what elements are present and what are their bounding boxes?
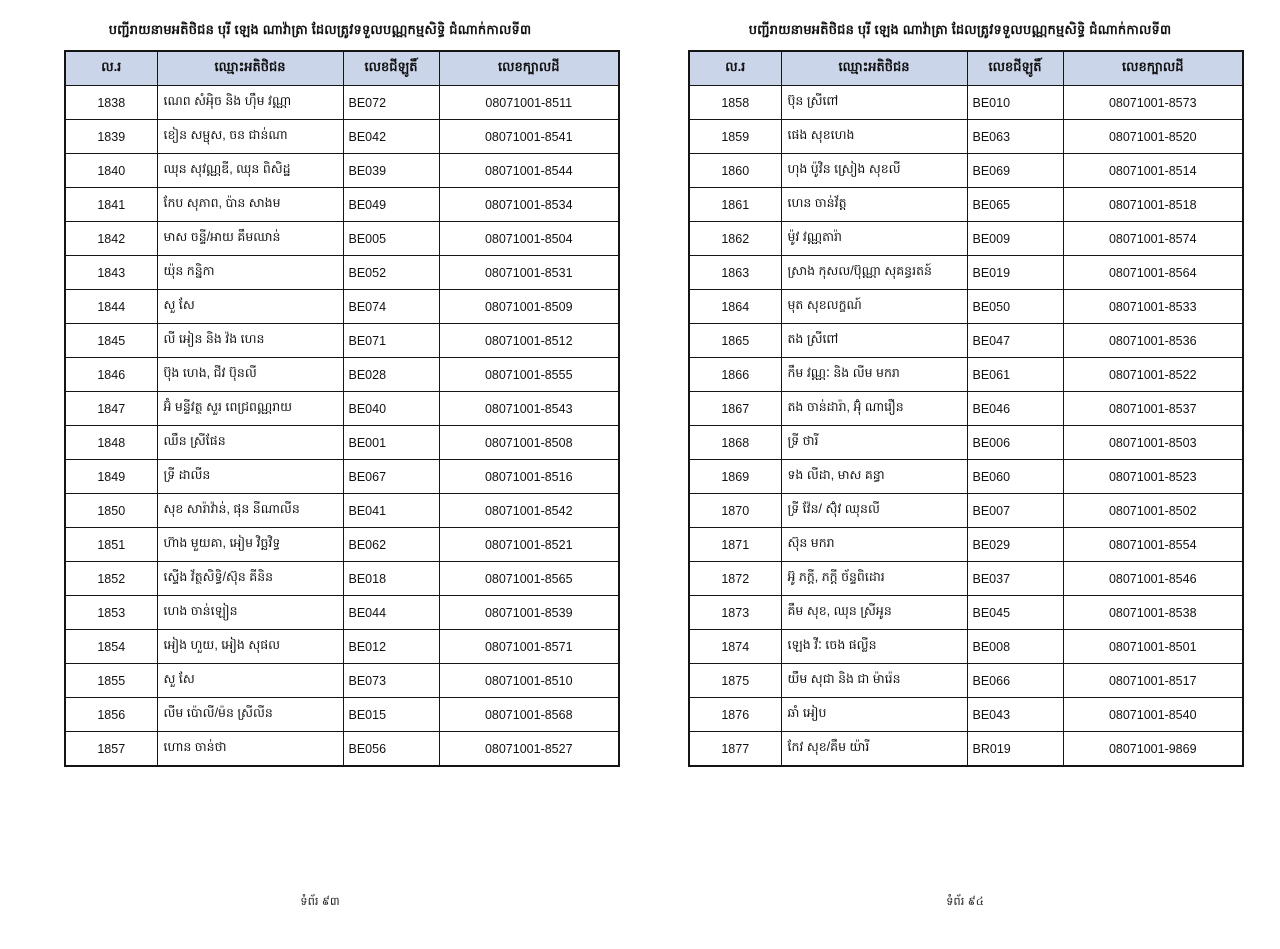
- table-row: [689, 290, 1243, 324]
- table-row: [65, 460, 619, 494]
- table-row: [689, 120, 1243, 154]
- customer-name-cell: មុត សុខលក្ខណ៍: [781, 290, 967, 324]
- column-header: ឈ្មោះអតិថិជន: [157, 51, 343, 86]
- parcel-number-cell: 08071001-8520: [1063, 120, 1243, 154]
- lot-code-cell: BE008: [967, 630, 1063, 664]
- table-row: [65, 358, 619, 392]
- lot-code-cell: BE069: [967, 154, 1063, 188]
- parcel-number-cell: 08071001-8523: [1063, 460, 1243, 494]
- lot-code-cell: BE042: [343, 120, 439, 154]
- row-number-cell: 1845: [65, 324, 157, 358]
- parcel-number-cell: 08071001-8531: [439, 256, 619, 290]
- table-header-row: [689, 51, 1243, 86]
- row-number-cell: 1864: [689, 290, 781, 324]
- table-row: [65, 494, 619, 528]
- table-row: [65, 222, 619, 256]
- parcel-number-cell: 08071001-8518: [1063, 188, 1243, 222]
- lot-code-cell: BE066: [967, 664, 1063, 698]
- parcel-number-cell: 08071001-8511: [439, 86, 619, 120]
- customer-name-cell: ឆាំ អៀប: [781, 698, 967, 732]
- row-number-cell: 1872: [689, 562, 781, 596]
- table-row: [689, 256, 1243, 290]
- row-number-cell: 1867: [689, 392, 781, 426]
- lot-code-cell: BE015: [343, 698, 439, 732]
- table-row: [689, 494, 1243, 528]
- table-header-row: [65, 51, 619, 86]
- row-number-cell: 1847: [65, 392, 157, 426]
- lot-code-cell: BE001: [343, 426, 439, 460]
- row-number-cell: 1875: [689, 664, 781, 698]
- parcel-number-cell: 08071001-8516: [439, 460, 619, 494]
- lot-code-cell: BE005: [343, 222, 439, 256]
- lot-code-cell: BE061: [967, 358, 1063, 392]
- lot-code-cell: BE073: [343, 664, 439, 698]
- lot-code-cell: BE056: [343, 732, 439, 766]
- lot-code-cell: BE071: [343, 324, 439, 358]
- table-row: [65, 120, 619, 154]
- customer-name-cell: ឈឹន ស្រីផែន: [157, 426, 343, 460]
- lot-code-cell: BE065: [967, 188, 1063, 222]
- table-header: [65, 51, 619, 86]
- row-number-cell: 1849: [65, 460, 157, 494]
- lot-code-cell: BR019: [967, 732, 1063, 766]
- row-number-cell: 1853: [65, 596, 157, 630]
- page-right: [640, 0, 1280, 949]
- customer-name-cell: ហេន ចាន់វ័ត្ត: [781, 188, 967, 222]
- lot-code-cell: BE043: [967, 698, 1063, 732]
- lot-code-cell: BE045: [967, 596, 1063, 630]
- table-row: [65, 290, 619, 324]
- table-row: [65, 732, 619, 766]
- table-row: [65, 426, 619, 460]
- customer-name-cell: លី អៀន និង វ៉ង ហេន: [157, 324, 343, 358]
- customer-name-cell: ម៉ូវ វណ្ណតារ៉ា: [781, 222, 967, 256]
- customer-name-cell: ហោន ចាន់ថា: [157, 732, 343, 766]
- customer-name-cell: ស្រាង កុសល/ប៊ុណ្ណា សុគន្ធរតន៍: [781, 256, 967, 290]
- table-row: [689, 154, 1243, 188]
- table-row: [65, 86, 619, 120]
- lot-code-cell: BE049: [343, 188, 439, 222]
- customer-name-cell: ឈុន សុវណ្ណឌី, ឈុន ពិសិដ្ឋ: [157, 154, 343, 188]
- parcel-number-cell: 08071001-8522: [1063, 358, 1243, 392]
- lot-code-cell: BE072: [343, 86, 439, 120]
- row-number-cell: 1841: [65, 188, 157, 222]
- table-row: [65, 664, 619, 698]
- customer-name-cell: ទ្រី វ៉ែន/ ស៊ុំវ ឈុនលី: [781, 494, 967, 528]
- table-row: [689, 358, 1243, 392]
- table-row: [689, 630, 1243, 664]
- row-number-cell: 1848: [65, 426, 157, 460]
- table-row: [65, 698, 619, 732]
- row-number-cell: 1871: [689, 528, 781, 562]
- parcel-number-cell: 08071001-8504: [439, 222, 619, 256]
- parcel-number-cell: 08071001-8571: [439, 630, 619, 664]
- customer-name-cell: កែប សុភាព, ប៉ាន សាងម: [157, 188, 343, 222]
- lot-code-cell: BE009: [967, 222, 1063, 256]
- parcel-number-cell: 08071001-8514: [1063, 154, 1243, 188]
- parcel-number-cell: 08071001-8533: [1063, 290, 1243, 324]
- table-row: [65, 528, 619, 562]
- table-row: [65, 256, 619, 290]
- lot-code-cell: BE074: [343, 290, 439, 324]
- parcel-number-cell: 08071001-8501: [1063, 630, 1243, 664]
- row-number-cell: 1861: [689, 188, 781, 222]
- table-row: [689, 426, 1243, 460]
- table-row: [689, 392, 1243, 426]
- row-number-cell: 1858: [689, 86, 781, 120]
- parcel-number-cell: 08071001-8503: [1063, 426, 1243, 460]
- table-body: [65, 86, 619, 766]
- parcel-number-cell: 08071001-8546: [1063, 562, 1243, 596]
- row-number-cell: 1866: [689, 358, 781, 392]
- lot-code-cell: BE018: [343, 562, 439, 596]
- customer-name-cell: ទ្រី ដាលីន: [157, 460, 343, 494]
- parcel-number-cell: 08071001-8539: [439, 596, 619, 630]
- customer-name-cell: ប៊ុន ស្រីពៅ: [781, 86, 967, 120]
- row-number-cell: 1870: [689, 494, 781, 528]
- customer-name-cell: យ៉ុន កន្និកា: [157, 256, 343, 290]
- row-number-cell: 1855: [65, 664, 157, 698]
- row-number-cell: 1857: [65, 732, 157, 766]
- customer-name-cell: អ៊ំ មន្ទីវត្ថ សួរ ពេជ្រពណ្ណរាយ: [157, 392, 343, 426]
- customer-name-cell: យឹម សុជា និង ជា ម៉ារ៉េន: [781, 664, 967, 698]
- parcel-number-cell: 08071001-8565: [439, 562, 619, 596]
- parcel-number-cell: 08071001-8564: [1063, 256, 1243, 290]
- row-number-cell: 1842: [65, 222, 157, 256]
- table-row: [65, 562, 619, 596]
- parcel-number-cell: 08071001-8574: [1063, 222, 1243, 256]
- parcel-number-cell: 08071001-8555: [439, 358, 619, 392]
- lot-code-cell: BE050: [967, 290, 1063, 324]
- column-header: លេខជីឡូតិ៍: [967, 51, 1063, 86]
- lot-code-cell: BE037: [967, 562, 1063, 596]
- customer-name-cell: អ៊ូ ភក្តី, ភក្តី ច័ន្ទពិដោរ: [781, 562, 967, 596]
- table-row: [689, 562, 1243, 596]
- customer-name-cell: សុខ សារ៉ាវ៉ាន់, ផុន នីណាលីន: [157, 494, 343, 528]
- row-number-cell: 1840: [65, 154, 157, 188]
- lot-code-cell: BE062: [343, 528, 439, 562]
- lot-code-cell: BE067: [343, 460, 439, 494]
- row-number-cell: 1851: [65, 528, 157, 562]
- parcel-number-cell: 08071001-8540: [1063, 698, 1243, 732]
- parcel-number-cell: 08071001-8509: [439, 290, 619, 324]
- customer-name-cell: ស្ទើង វ័ត្ថសិទ្ធិ/ស៊ុន គីនិន: [157, 562, 343, 596]
- table-row: [65, 392, 619, 426]
- customer-table: [688, 50, 1244, 767]
- table-row: [689, 528, 1243, 562]
- table-row: [689, 86, 1243, 120]
- parcel-number-cell: 08071001-8543: [439, 392, 619, 426]
- row-number-cell: 1874: [689, 630, 781, 664]
- row-number-cell: 1838: [65, 86, 157, 120]
- lot-code-cell: BE046: [967, 392, 1063, 426]
- parcel-number-cell: 08071001-8517: [1063, 664, 1243, 698]
- table-row: [65, 188, 619, 222]
- row-number-cell: 1876: [689, 698, 781, 732]
- customer-name-cell: ផេង សុខហេង: [781, 120, 967, 154]
- column-header: ឈ្មោះអតិថិជន: [781, 51, 967, 86]
- row-number-cell: 1877: [689, 732, 781, 766]
- customer-name-cell: ខៀន សម្ផុស, ចន ជាន់ណា: [157, 120, 343, 154]
- table-row: [65, 324, 619, 358]
- row-number-cell: 1843: [65, 256, 157, 290]
- row-number-cell: 1859: [689, 120, 781, 154]
- customer-name-cell: សួ សែ: [157, 664, 343, 698]
- customer-name-cell: គឹម សុខ, ឈុន ស្រីអូន: [781, 596, 967, 630]
- page-number: ទំព័រ ៩៤: [946, 896, 984, 908]
- row-number-cell: 1844: [65, 290, 157, 324]
- page-title: បញ្ជីរាយនាមអតិថិជន បុរី ឡេង ណាវ៉ាត្រា ដែលត្រូវទទួលបណ្ណកម្មសិទ្ធិ ជំណាក់កាលទី៣: [108, 22, 532, 37]
- parcel-number-cell: 08071001-8544: [439, 154, 619, 188]
- table-row: [65, 596, 619, 630]
- page-number: ទំព័រ ៩៣: [300, 896, 340, 908]
- parcel-number-cell: 08071001-8573: [1063, 86, 1243, 120]
- parcel-number-cell: 08071001-8502: [1063, 494, 1243, 528]
- row-number-cell: 1856: [65, 698, 157, 732]
- customer-name-cell: ទង លីដា, មាស គន្ធា: [781, 460, 967, 494]
- parcel-number-cell: 08071001-8527: [439, 732, 619, 766]
- customer-name-cell: លីម ប៉ោលី/ម៉ន ស្រីលីន: [157, 698, 343, 732]
- table-header: [689, 51, 1243, 86]
- customer-name-cell: ឡេង វីៈ ចេង ផល្លីន: [781, 630, 967, 664]
- parcel-number-cell: 08071001-8537: [1063, 392, 1243, 426]
- customer-name-cell: ទ្រី ថារី: [781, 426, 967, 460]
- parcel-number-cell: 08071001-8510: [439, 664, 619, 698]
- parcel-number-cell: 08071001-8512: [439, 324, 619, 358]
- table-row: [65, 154, 619, 188]
- customer-name-cell: ហេង ចាន់ឡៀន: [157, 596, 343, 630]
- lot-code-cell: BE029: [967, 528, 1063, 562]
- lot-code-cell: BE052: [343, 256, 439, 290]
- page-title: បញ្ជីរាយនាមអតិថិជន បុរី ឡេង ណាវ៉ាត្រា ដែលត្រូវទទួលបណ្ណកម្មសិទ្ធិ ជំណាក់កាលទី៣: [748, 22, 1172, 37]
- customer-table: [64, 50, 620, 767]
- row-number-cell: 1863: [689, 256, 781, 290]
- lot-code-cell: BE039: [343, 154, 439, 188]
- customer-name-cell: តង ស្រីពៅ: [781, 324, 967, 358]
- column-header: លេខក្បាលដី: [439, 51, 619, 86]
- row-number-cell: 1869: [689, 460, 781, 494]
- row-number-cell: 1839: [65, 120, 157, 154]
- table-body: [689, 86, 1243, 766]
- row-number-cell: 1873: [689, 596, 781, 630]
- row-number-cell: 1854: [65, 630, 157, 664]
- lot-code-cell: BE047: [967, 324, 1063, 358]
- column-header: ល.រ: [689, 51, 781, 86]
- parcel-number-cell: 08071001-8508: [439, 426, 619, 460]
- table-row: [689, 698, 1243, 732]
- lot-code-cell: BE040: [343, 392, 439, 426]
- row-number-cell: 1868: [689, 426, 781, 460]
- customer-name-cell: សួ សែ: [157, 290, 343, 324]
- row-number-cell: 1865: [689, 324, 781, 358]
- customer-name-cell: កឹម វណ្ណៈ និង លីម មករា: [781, 358, 967, 392]
- customer-name-cell: ប៊ុង ហេង, ជីវ ប៊ុនលី: [157, 358, 343, 392]
- customer-name-cell: អៀង ហួយ, អៀង សុផល: [157, 630, 343, 664]
- table-row: [689, 460, 1243, 494]
- parcel-number-cell: 08071001-9869: [1063, 732, 1243, 766]
- column-header: ល.រ: [65, 51, 157, 86]
- lot-code-cell: BE010: [967, 86, 1063, 120]
- table-row: [689, 664, 1243, 698]
- customer-name-cell: កែវ សុខ/គឹម យ៉ារី: [781, 732, 967, 766]
- parcel-number-cell: 08071001-8541: [439, 120, 619, 154]
- table-row: [689, 324, 1243, 358]
- lot-code-cell: BE044: [343, 596, 439, 630]
- lot-code-cell: BE060: [967, 460, 1063, 494]
- lot-code-cell: BE006: [967, 426, 1063, 460]
- row-number-cell: 1860: [689, 154, 781, 188]
- row-number-cell: 1862: [689, 222, 781, 256]
- parcel-number-cell: 08071001-8542: [439, 494, 619, 528]
- customer-name-cell: ហ៊ាង មួយគា, អៀម វិច្ឆវិទ្ធ: [157, 528, 343, 562]
- parcel-number-cell: 08071001-8568: [439, 698, 619, 732]
- parcel-number-cell: 08071001-8538: [1063, 596, 1243, 630]
- lot-code-cell: BE007: [967, 494, 1063, 528]
- table-row: [689, 188, 1243, 222]
- customer-name-cell: តង ចាន់ដារ៉ា, អ៊ុំ ណារឿន: [781, 392, 967, 426]
- customer-name-cell: ហុង ប៉ូវិន ស្រៀង សុខលី: [781, 154, 967, 188]
- row-number-cell: 1852: [65, 562, 157, 596]
- lot-code-cell: BE028: [343, 358, 439, 392]
- column-header: លេខក្បាលដី: [1063, 51, 1243, 86]
- customer-name-cell: ណេព សំអុិច និង ហុឹម វណ្ណា: [157, 86, 343, 120]
- lot-code-cell: BE041: [343, 494, 439, 528]
- customer-name-cell: មាស ចន្ទី/អាយ គឹមឈាន់: [157, 222, 343, 256]
- parcel-number-cell: 08071001-8554: [1063, 528, 1243, 562]
- parcel-number-cell: 08071001-8521: [439, 528, 619, 562]
- column-header: លេខជីឡូតិ៍: [343, 51, 439, 86]
- table-row: [689, 732, 1243, 766]
- row-number-cell: 1850: [65, 494, 157, 528]
- row-number-cell: 1846: [65, 358, 157, 392]
- lot-code-cell: BE012: [343, 630, 439, 664]
- customer-name-cell: ស៊ុន មករា: [781, 528, 967, 562]
- parcel-number-cell: 08071001-8534: [439, 188, 619, 222]
- parcel-number-cell: 08071001-8536: [1063, 324, 1243, 358]
- table-row: [65, 630, 619, 664]
- lot-code-cell: BE063: [967, 120, 1063, 154]
- lot-code-cell: BE019: [967, 256, 1063, 290]
- table-row: [689, 596, 1243, 630]
- table-row: [689, 222, 1243, 256]
